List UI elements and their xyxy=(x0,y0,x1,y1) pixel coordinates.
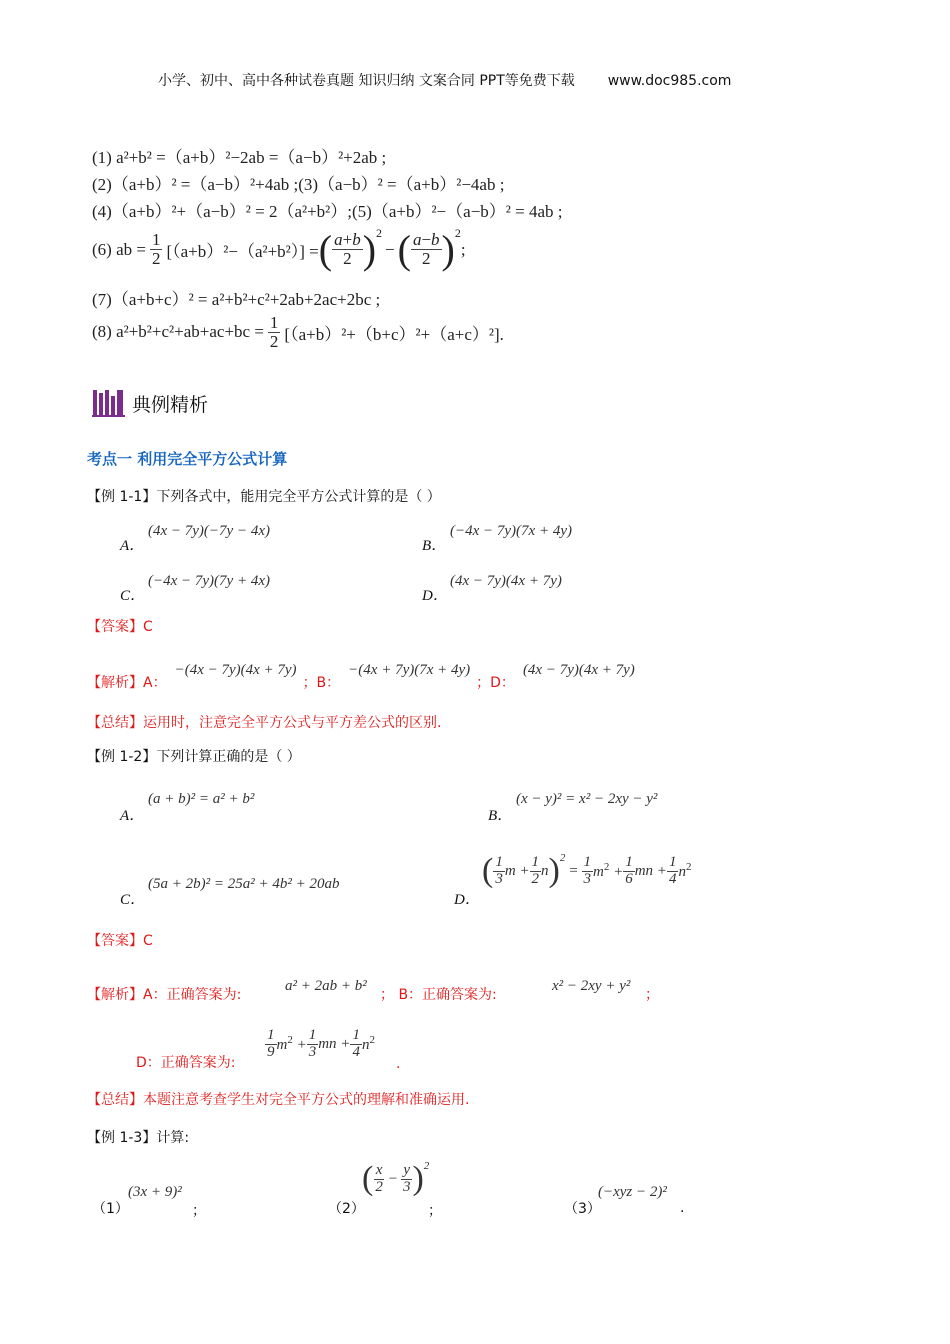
ex1-analysis-label: 【解析】A： xyxy=(87,675,167,691)
kaodian-heading: 考点一 利用完全平方公式计算 xyxy=(87,450,288,468)
ex3-part1-end: ； xyxy=(192,1203,206,1219)
formula-6-prefix: (6) ab = xyxy=(92,239,146,259)
ex1-option-c-label: C． xyxy=(120,588,146,604)
ex3-part2-expr: ( $\frac{x}{2}$ − $\frac{y}{3}$ ) 2 xyxy=(362,1160,430,1197)
formula-8 xyxy=(92,314,504,351)
ex2-answer: 【答案】C xyxy=(87,933,153,949)
ex2-option-c-label: C． xyxy=(120,892,146,908)
section-heading xyxy=(92,388,208,418)
header-text: 小学、初中、高中各种试卷真题 知识归纳 文案合同 PPT等免费下载 xyxy=(158,73,575,89)
ex2-option-a-expr: (a + b)² = a² + b² xyxy=(148,791,255,807)
ex1-answer: 【答案】C xyxy=(87,619,153,635)
ex1-option-d-label: D． xyxy=(422,588,448,604)
ex1-analysis-d: (4x − 7y)(4x + 7y) xyxy=(522,662,635,678)
formula-2-3: (2)（a+b）² =（a−b）²+4ab ;(3)（a−b）² =（a+b）²−4ab ; xyxy=(92,175,505,194)
ex2-analysis-end-b: ； xyxy=(645,987,659,1003)
ex1-option-d-expr: (4x − 7y)(4x + 7y) xyxy=(450,573,562,589)
ex1-analysis xyxy=(87,662,635,692)
ex1-analysis-sep-b: ；B： xyxy=(302,675,341,691)
ex2-analysis-label: 【解析】A：正确答案为: xyxy=(87,987,242,1003)
ex1-option-c-expr: (−4x − 7y)(7y + 4x) xyxy=(148,573,270,589)
ex2-option-b-label: B． xyxy=(488,808,513,824)
ex1-option-a-expr: (4x − 7y)(−7y − 4x) xyxy=(148,523,270,539)
ex2-option-c-expr: (5a + 2b)² = 25a² + 4b² + 20ab xyxy=(148,876,340,892)
ex1-analysis-sep-d: ；D： xyxy=(476,675,515,691)
ex1-option-b-label: B． xyxy=(422,538,447,554)
ex3-part3-label: （3） xyxy=(564,1201,601,1217)
formula-8-prefix: (8) a²+b²+c²+ab+ac+bc = xyxy=(92,322,264,342)
ex1-analysis-a: −(4x − 7y)(4x + 7y) xyxy=(174,662,297,678)
ex1-summary: 【总结】运用时，注意完全平方公式与平方差公式的区别. xyxy=(87,715,442,731)
formula-4-5: (4)（a+b）²+（a−b）² = 2（a²+b²）;(5)（a+b）²−（a−b）² = 4ab ; xyxy=(92,202,563,221)
ex2-analysis-sep-b: ； B：正确答案为: xyxy=(380,987,497,1003)
ex1-analysis-b: −(4x + 7y)(7x + 4y) xyxy=(348,662,471,678)
formula-8-mid: [（a+b）²+（b+c）²+（a+c）²]. xyxy=(284,324,504,344)
formula-1: (1) a²+b² =（a+b）²−2ab =（a−b）²+2ab ; xyxy=(92,148,387,167)
ex3-part1-expr: (3x + 9)² xyxy=(128,1184,182,1200)
ex2-analysis-end-d: . xyxy=(396,1056,401,1072)
ex3-title: 【例 1-3】计算: xyxy=(87,1130,190,1146)
ex2-title: 【例 1-2】下列计算正确的是（ ） xyxy=(87,749,301,765)
ex2-option-a-label: A． xyxy=(120,808,145,824)
ex2-analysis-d-label: D：正确答案为: xyxy=(136,1055,236,1071)
ex2-analysis-d-expr: $\frac{1}{9}$ $m^2$ + $\frac{1}{3}$ mn + $\frac{1}{4}$ $n^2$ xyxy=(267,1027,375,1060)
books-icon xyxy=(92,388,126,418)
ex2-option-d-expr: ( $\frac{1}{3}$ m + $\frac{1}{2}$ n ) 2 = $\frac{1}{3}$ $m^2$ + $\frac{1}{6}$ mn + $\frac{1}{4}$ $n^2$ xyxy=(482,852,692,889)
ex1-option-b-expr: (−4x − 7y)(7x + 4y) xyxy=(450,523,572,539)
ex2-analysis-b: x² − 2xy + y² xyxy=(552,978,631,994)
ex2-option-b-expr: (x − y)² = x² − 2xy − y² xyxy=(516,791,658,807)
ex3-part2-end: ； xyxy=(428,1203,442,1219)
ex2-summary: 【总结】本题注意考查学生对完全平方公式的理解和准确运用. xyxy=(87,1092,470,1108)
header-site-link[interactable]: www.doc985.com xyxy=(607,73,732,89)
ex3-part2-label: （2） xyxy=(328,1201,365,1217)
ex2-option-d-label: D． xyxy=(454,892,480,908)
ex3-part3-expr: (−xyz − 2)² xyxy=(598,1184,667,1200)
formula-6-mid: [（a+b）²−（a²+b²）] = xyxy=(166,242,319,261)
ex2-analysis-a: a² + 2ab + b² xyxy=(285,978,367,994)
section-title: 典例精析 xyxy=(132,393,209,416)
header-banner xyxy=(158,70,731,90)
formula-7: (7)（a+b+c）² = a²+b²+c²+2ab+2ac+2bc ; xyxy=(92,290,381,309)
ex1-option-a-label: A． xyxy=(120,538,145,554)
fraction-half: $\frac{1}{2}$ xyxy=(151,230,161,268)
ex3-part3-end: . xyxy=(680,1200,685,1216)
fraction-half: $\frac{1}{2}$ xyxy=(269,313,279,351)
formula-6: (6) ab = $\frac{1}{2}$ [（a+b）²−（a²+b²）] = ( $\frac{a+b}{2}$ ) 2 − ( $\frac{a-b}{2}$ ) 2 ; xyxy=(92,226,466,272)
ex1-title: 【例 1-1】下列各式中，能用完全平方公式计算的是（ ） xyxy=(87,489,441,505)
ex3-part1-label: （1） xyxy=(92,1201,129,1217)
